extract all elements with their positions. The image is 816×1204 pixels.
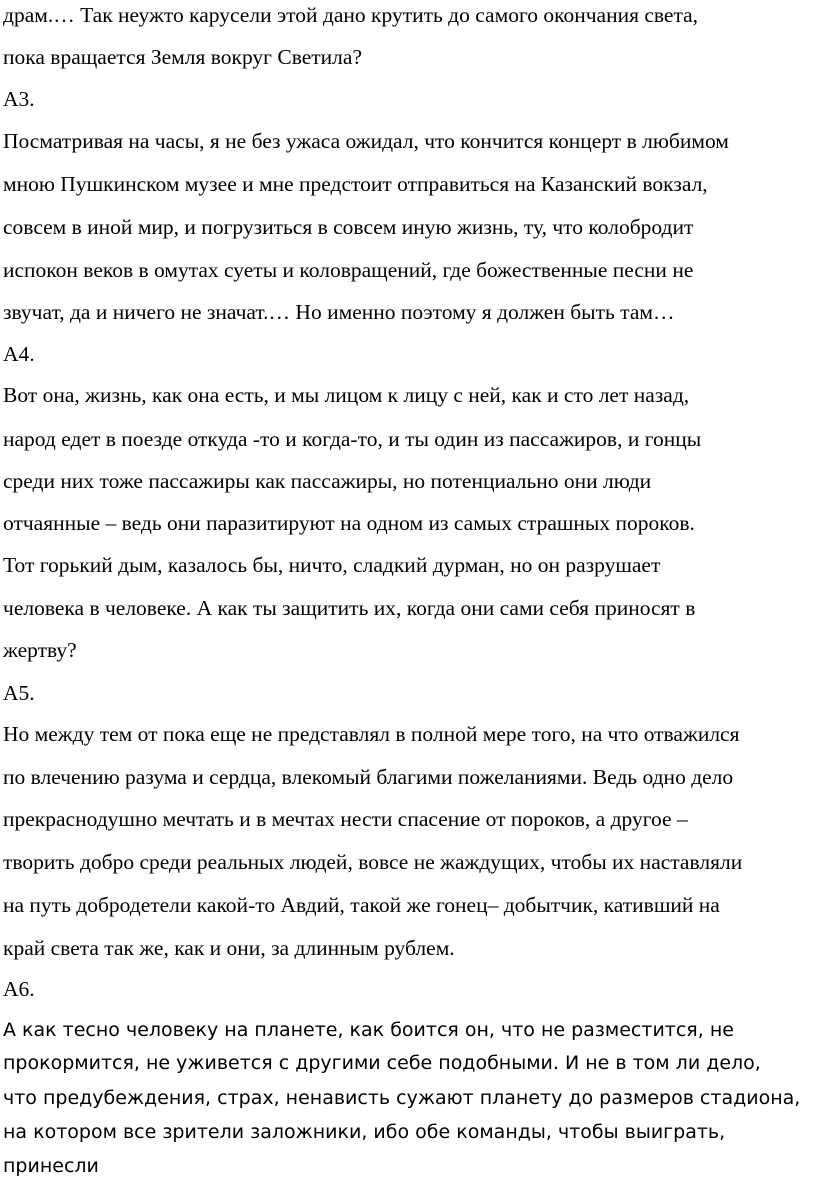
text-line: по влечению разума и сердца, влекомый благими пожеланиями. Ведь одно дело: [3, 765, 734, 789]
section-heading-a4: А4.: [3, 342, 35, 366]
text-line: творить добро среди реальных людей, вовсе не жаждущих, чтобы их наставляли: [3, 850, 743, 874]
text-line: Но между тем от пока еще не представлял в полной мере того, на что отважился: [3, 722, 740, 746]
section-heading-a6: А6.: [3, 977, 35, 1001]
text-line: народ едет в поезде откуда -то и когда-то, и ты один из пассажиров, и гонцы: [3, 427, 702, 451]
text-line: жертву?: [3, 638, 77, 662]
section-heading-a5: А5.: [3, 681, 35, 705]
text-line: край света так же, как и они, за длинным рублем.: [3, 936, 455, 960]
text-line: что предубеждения, страх, ненависть сужают планету до размеров стадиона,: [3, 1087, 801, 1109]
text-line: совсем в иной мир, и погрузиться в совсем иную жизнь, ту, что колобродит: [3, 215, 694, 239]
text-line: прокормится, не уживется с другими себе подобными. И не в том ли дело,: [3, 1052, 761, 1074]
text-line: Тот горький дым, казалось бы, ничто, сладкий дурман, но он разрушает: [3, 553, 661, 577]
text-line: Вот она, жизнь, как она есть, и мы лицом к лицу с ней, как и сто лет назад,: [3, 383, 690, 407]
text-line: испокон веков в омутах суеты и коловращений, где божественные песни не: [3, 258, 694, 282]
text-line: принесли: [3, 1155, 99, 1177]
text-line: прекраснодушно мечтать и в мечтах нести спасение от пороков, а другое –: [3, 807, 688, 831]
text-line: мною Пушкинском музее и мне предстоит отправиться на Казанский вокзал,: [3, 172, 708, 196]
text-line: драм.… Так неужто карусели этой дано крутить до самого окончания света,: [3, 3, 699, 27]
text-line: среди них тоже пассажиры как пассажиры, но потенциально они люди: [3, 469, 652, 493]
text-line: на котором все зрители заложники, ибо обе команды, чтобы выиграть,: [3, 1121, 726, 1143]
text-line: пока вращается Земля вокруг Светила?: [3, 45, 362, 69]
text-line: звучат, да и ничего не значат.… Но именно поэтому я должен быть там…: [3, 300, 675, 324]
text-line: на путь добродетели какой-то Авдий, такой же гонец– добытчик, кативший на: [3, 893, 720, 917]
text-line: отчаянные – ведь они паразитируют на одном из самых страшных пороков.: [3, 511, 695, 535]
section-heading-a3: А3.: [3, 87, 35, 111]
text-line: человека в человеке. А как ты защитить их, когда они сами себя приносят в: [3, 596, 696, 620]
text-line: А как тесно человеку на планете, как боится он, что не разместится, не: [3, 1019, 734, 1041]
text-line: Посматривая на часы, я не без ужаса ожидал, что кончится концерт в любимом: [3, 129, 729, 153]
